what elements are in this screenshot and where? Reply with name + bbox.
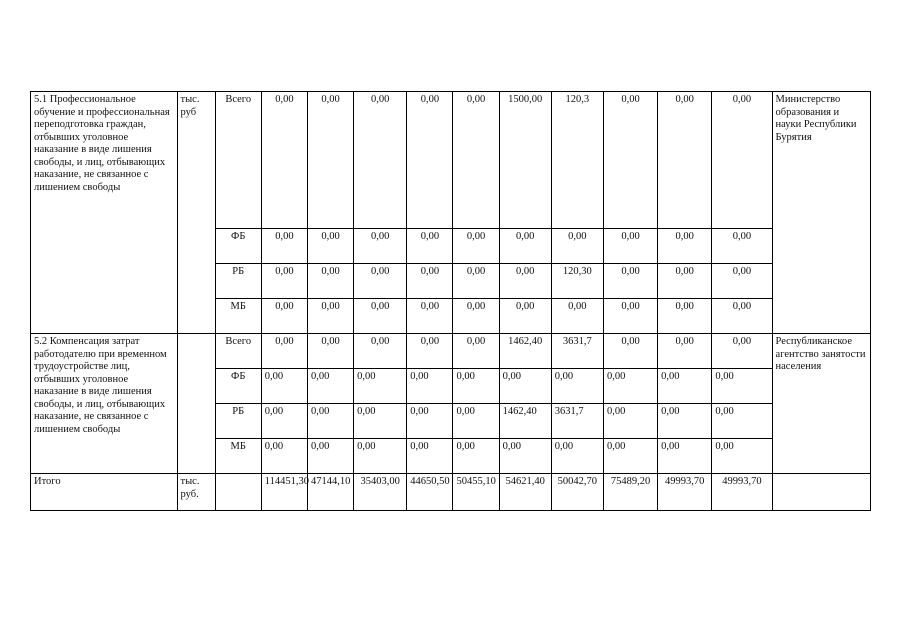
value-cell: 0,00 [354, 92, 407, 229]
value-cell: 0,00 [658, 299, 712, 334]
value-cell: 0,00 [453, 299, 499, 334]
total-value-cell: 49993,70 [712, 474, 772, 511]
value-cell: 0,00 [712, 229, 772, 264]
value-cell: 0,00 [712, 334, 772, 369]
total-value-cell: 44650,50 [407, 474, 453, 511]
value-cell: 0,00 [307, 299, 353, 334]
source-cell: РБ [215, 404, 261, 439]
value-cell: 0,00 [551, 229, 603, 264]
value-cell: 0,00 [307, 264, 353, 299]
total-value-cell: 50455,10 [453, 474, 499, 511]
value-cell: 0,00 [499, 264, 551, 299]
value-cell: 0,00 [658, 369, 712, 404]
value-cell: 0,00 [407, 264, 453, 299]
value-cell: 0,00 [307, 92, 353, 229]
value-cell: 0,00 [307, 229, 353, 264]
value-cell: 0,00 [407, 299, 453, 334]
value-cell: 0,00 [658, 334, 712, 369]
task-name-cell: 5.1 Профессиональное обучение и профессиональная переподготовка граждан, отбывших уголовное наказание в виде лишения свободы, и лиц, отбывающих наказание, не связанное с лишением свободы [31, 92, 178, 334]
value-cell: 120,30 [551, 264, 603, 299]
value-cell: 0,00 [603, 404, 657, 439]
value-cell: 0,00 [499, 229, 551, 264]
value-cell: 0,00 [712, 369, 772, 404]
value-cell: 1500,00 [499, 92, 551, 229]
value-cell: 0,00 [658, 92, 712, 229]
value-cell: 0,00 [658, 229, 712, 264]
value-cell: 0,00 [354, 229, 407, 264]
value-cell: 0,00 [453, 264, 499, 299]
unit-cell [177, 334, 215, 474]
empty-cell [215, 474, 261, 511]
total-value-cell: 35403,00 [354, 474, 407, 511]
value-cell: 0,00 [354, 334, 407, 369]
value-cell: 0,00 [603, 439, 657, 474]
value-cell: 0,00 [354, 369, 407, 404]
value-cell: 1462,40 [499, 334, 551, 369]
value-cell: 0,00 [453, 92, 499, 229]
value-cell: 0,00 [712, 92, 772, 229]
value-cell: 0,00 [407, 229, 453, 264]
empty-cell [772, 474, 870, 511]
value-cell: 0,00 [407, 92, 453, 229]
value-cell: 0,00 [453, 334, 499, 369]
source-cell: Всего [215, 334, 261, 369]
value-cell: 0,00 [307, 439, 353, 474]
source-cell: МБ [215, 439, 261, 474]
value-cell: 0,00 [453, 439, 499, 474]
total-value-cell: 50042,70 [551, 474, 603, 511]
value-cell: 0,00 [307, 404, 353, 439]
budget-table [30, 91, 871, 511]
source-cell: МБ [215, 299, 261, 334]
value-cell: 0,00 [407, 369, 453, 404]
value-cell: 0,00 [261, 439, 307, 474]
value-cell: 0,00 [407, 439, 453, 474]
value-cell: 1462,40 [499, 404, 551, 439]
source-cell: РБ [215, 264, 261, 299]
value-cell: 0,00 [453, 369, 499, 404]
task-name-cell: 5.2 Компенсация затрат работодателю при временном трудоустройстве лиц, отбывших уголовное наказание в виде лишения свободы, и лиц, отбывающих наказание, не связанное с лишением свободы [31, 334, 178, 474]
total-value-cell: 49993,70 [658, 474, 712, 511]
total-row [31, 474, 871, 511]
value-cell: 3631,7 [551, 334, 603, 369]
value-cell: 0,00 [658, 404, 712, 439]
value-cell: 0,00 [603, 299, 657, 334]
unit-cell: тыс. руб [177, 92, 215, 334]
value-cell: 0,00 [453, 229, 499, 264]
value-cell: 0,00 [712, 439, 772, 474]
value-cell: 0,00 [603, 264, 657, 299]
value-cell: 0,00 [307, 334, 353, 369]
value-cell: 0,00 [499, 369, 551, 404]
value-cell: 0,00 [603, 369, 657, 404]
source-cell: Всего [215, 92, 261, 229]
source-cell: ФБ [215, 369, 261, 404]
value-cell: 0,00 [407, 334, 453, 369]
value-cell: 0,00 [453, 404, 499, 439]
value-cell: 0,00 [499, 299, 551, 334]
total-label-cell: Итого [31, 474, 178, 511]
value-cell: 0,00 [499, 439, 551, 474]
table-row [31, 334, 871, 369]
value-cell: 0,00 [261, 334, 307, 369]
value-cell: 120,3 [551, 92, 603, 229]
executor-cell: Республиканское агентство занятости населения [772, 334, 870, 474]
value-cell: 0,00 [261, 404, 307, 439]
value-cell: 0,00 [261, 369, 307, 404]
value-cell: 0,00 [712, 404, 772, 439]
value-cell: 0,00 [712, 264, 772, 299]
value-cell: 0,00 [354, 404, 407, 439]
value-cell: 0,00 [551, 439, 603, 474]
value-cell: 0,00 [603, 334, 657, 369]
total-unit-cell: тыс. руб. [177, 474, 215, 511]
value-cell: 0,00 [658, 439, 712, 474]
value-cell: 0,00 [551, 369, 603, 404]
total-value-cell: 75489,20 [603, 474, 657, 511]
executor-cell: Министерство образования и науки Республики Бурятия [772, 92, 870, 334]
value-cell: 3631,7 [551, 404, 603, 439]
value-cell: 0,00 [261, 229, 307, 264]
total-value-cell: 54621,40 [499, 474, 551, 511]
value-cell: 0,00 [261, 264, 307, 299]
value-cell: 0,00 [407, 404, 453, 439]
value-cell: 0,00 [551, 299, 603, 334]
source-cell: ФБ [215, 229, 261, 264]
value-cell: 0,00 [261, 299, 307, 334]
value-cell: 0,00 [354, 264, 407, 299]
total-value-cell: 114451,30 [261, 474, 307, 511]
value-cell: 0,00 [354, 299, 407, 334]
value-cell: 0,00 [261, 92, 307, 229]
value-cell: 0,00 [603, 229, 657, 264]
table-row [31, 92, 871, 229]
value-cell: 0,00 [712, 299, 772, 334]
total-value-cell: 47144,10 [307, 474, 353, 511]
value-cell: 0,00 [354, 439, 407, 474]
value-cell: 0,00 [603, 92, 657, 229]
value-cell: 0,00 [307, 369, 353, 404]
value-cell: 0,00 [658, 264, 712, 299]
